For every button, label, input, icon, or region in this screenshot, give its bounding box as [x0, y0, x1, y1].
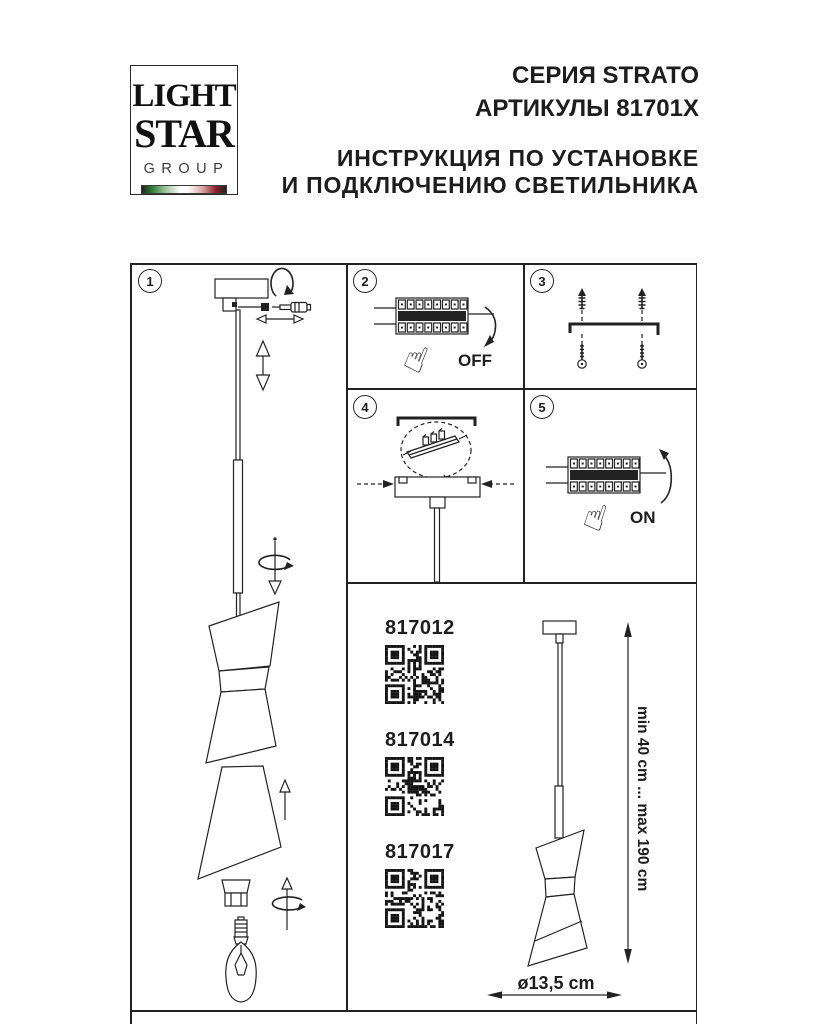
ceiling-canopy: [395, 477, 480, 582]
lamp-socket: [222, 880, 250, 906]
step4-canopy-diagram: [347, 389, 524, 582]
bulb-icon: [226, 917, 256, 1002]
up-arrow-icon: [280, 780, 290, 820]
height-dimension-arrow: [624, 622, 632, 964]
step5-power-on-diagram: [524, 389, 697, 582]
articles-title: АРТИКУЛЫ 81701X: [475, 95, 699, 122]
mounting-bracket: [570, 324, 658, 335]
step-number: 3: [538, 273, 546, 289]
instruction-title-line2: И ПОДКЛЮЧЕНИЮ СВЕТИЛЬНИКА: [281, 172, 699, 198]
logo-word-group: GROUP: [143, 161, 230, 177]
breaker-panel-icon: [374, 298, 494, 334]
step2-power-off-diagram: [347, 263, 524, 388]
arrow-down-icon: [484, 307, 496, 347]
lamp-shade-upper: [206, 602, 279, 763]
step-number: 1: [146, 273, 154, 289]
breaker-panel-icon: [546, 457, 666, 493]
ceiling-plate: [215, 279, 269, 311]
step1-exploded-view-diagram: [130, 263, 347, 1010]
suspension-rod: [234, 310, 243, 618]
screwdriver-icon: [272, 303, 311, 313]
on-label: ON: [630, 508, 656, 527]
off-label: OFF: [458, 351, 492, 370]
up-down-arrow-icon: [257, 341, 270, 390]
diameter-label: ø13,5 cm: [517, 973, 595, 993]
pendant-drawing: [528, 621, 587, 966]
arrow-up-icon: [659, 449, 671, 503]
logo-word-star: STAR: [134, 111, 234, 156]
step-number: 5: [538, 399, 546, 415]
height-range-label: min 40 cm ... max 190 cm: [634, 706, 651, 892]
pointing-hand-icon: ☝: [398, 336, 434, 383]
instruction-title-line1: ИНСТРУКЦИЯ ПО УСТАНОВКЕ: [336, 145, 699, 171]
pointing-hand-icon: ☝: [578, 494, 612, 541]
left-right-arrow-icon: [257, 315, 303, 323]
wall-anchor-icon: [578, 288, 586, 323]
screw-icon: [638, 334, 646, 368]
wall-anchor-icon: [638, 288, 646, 323]
row-divider-bottom: [130, 1010, 697, 1012]
series-title: СЕРИЯ STRATO: [512, 62, 699, 89]
product-code-label: 817017: [385, 841, 455, 863]
step3-mounting-bracket-diagram: [524, 263, 697, 388]
step-number: 2: [361, 273, 369, 289]
logo-word-light: LIGHT: [132, 78, 236, 114]
step-number: 4: [361, 399, 369, 415]
lightstar-logo: [130, 65, 238, 195]
product-code-label: 817012: [385, 617, 455, 639]
lamp-shade-lower: [198, 766, 281, 879]
italian-flag-stripe: [141, 185, 227, 194]
rotate-up-arrow-icon: [272, 878, 306, 930]
rotate-down-arrow-icon: [259, 537, 294, 594]
screw-icon: [578, 334, 586, 368]
product-code-label: 817014: [385, 729, 455, 751]
rotate-arrow-icon: [271, 268, 294, 296]
